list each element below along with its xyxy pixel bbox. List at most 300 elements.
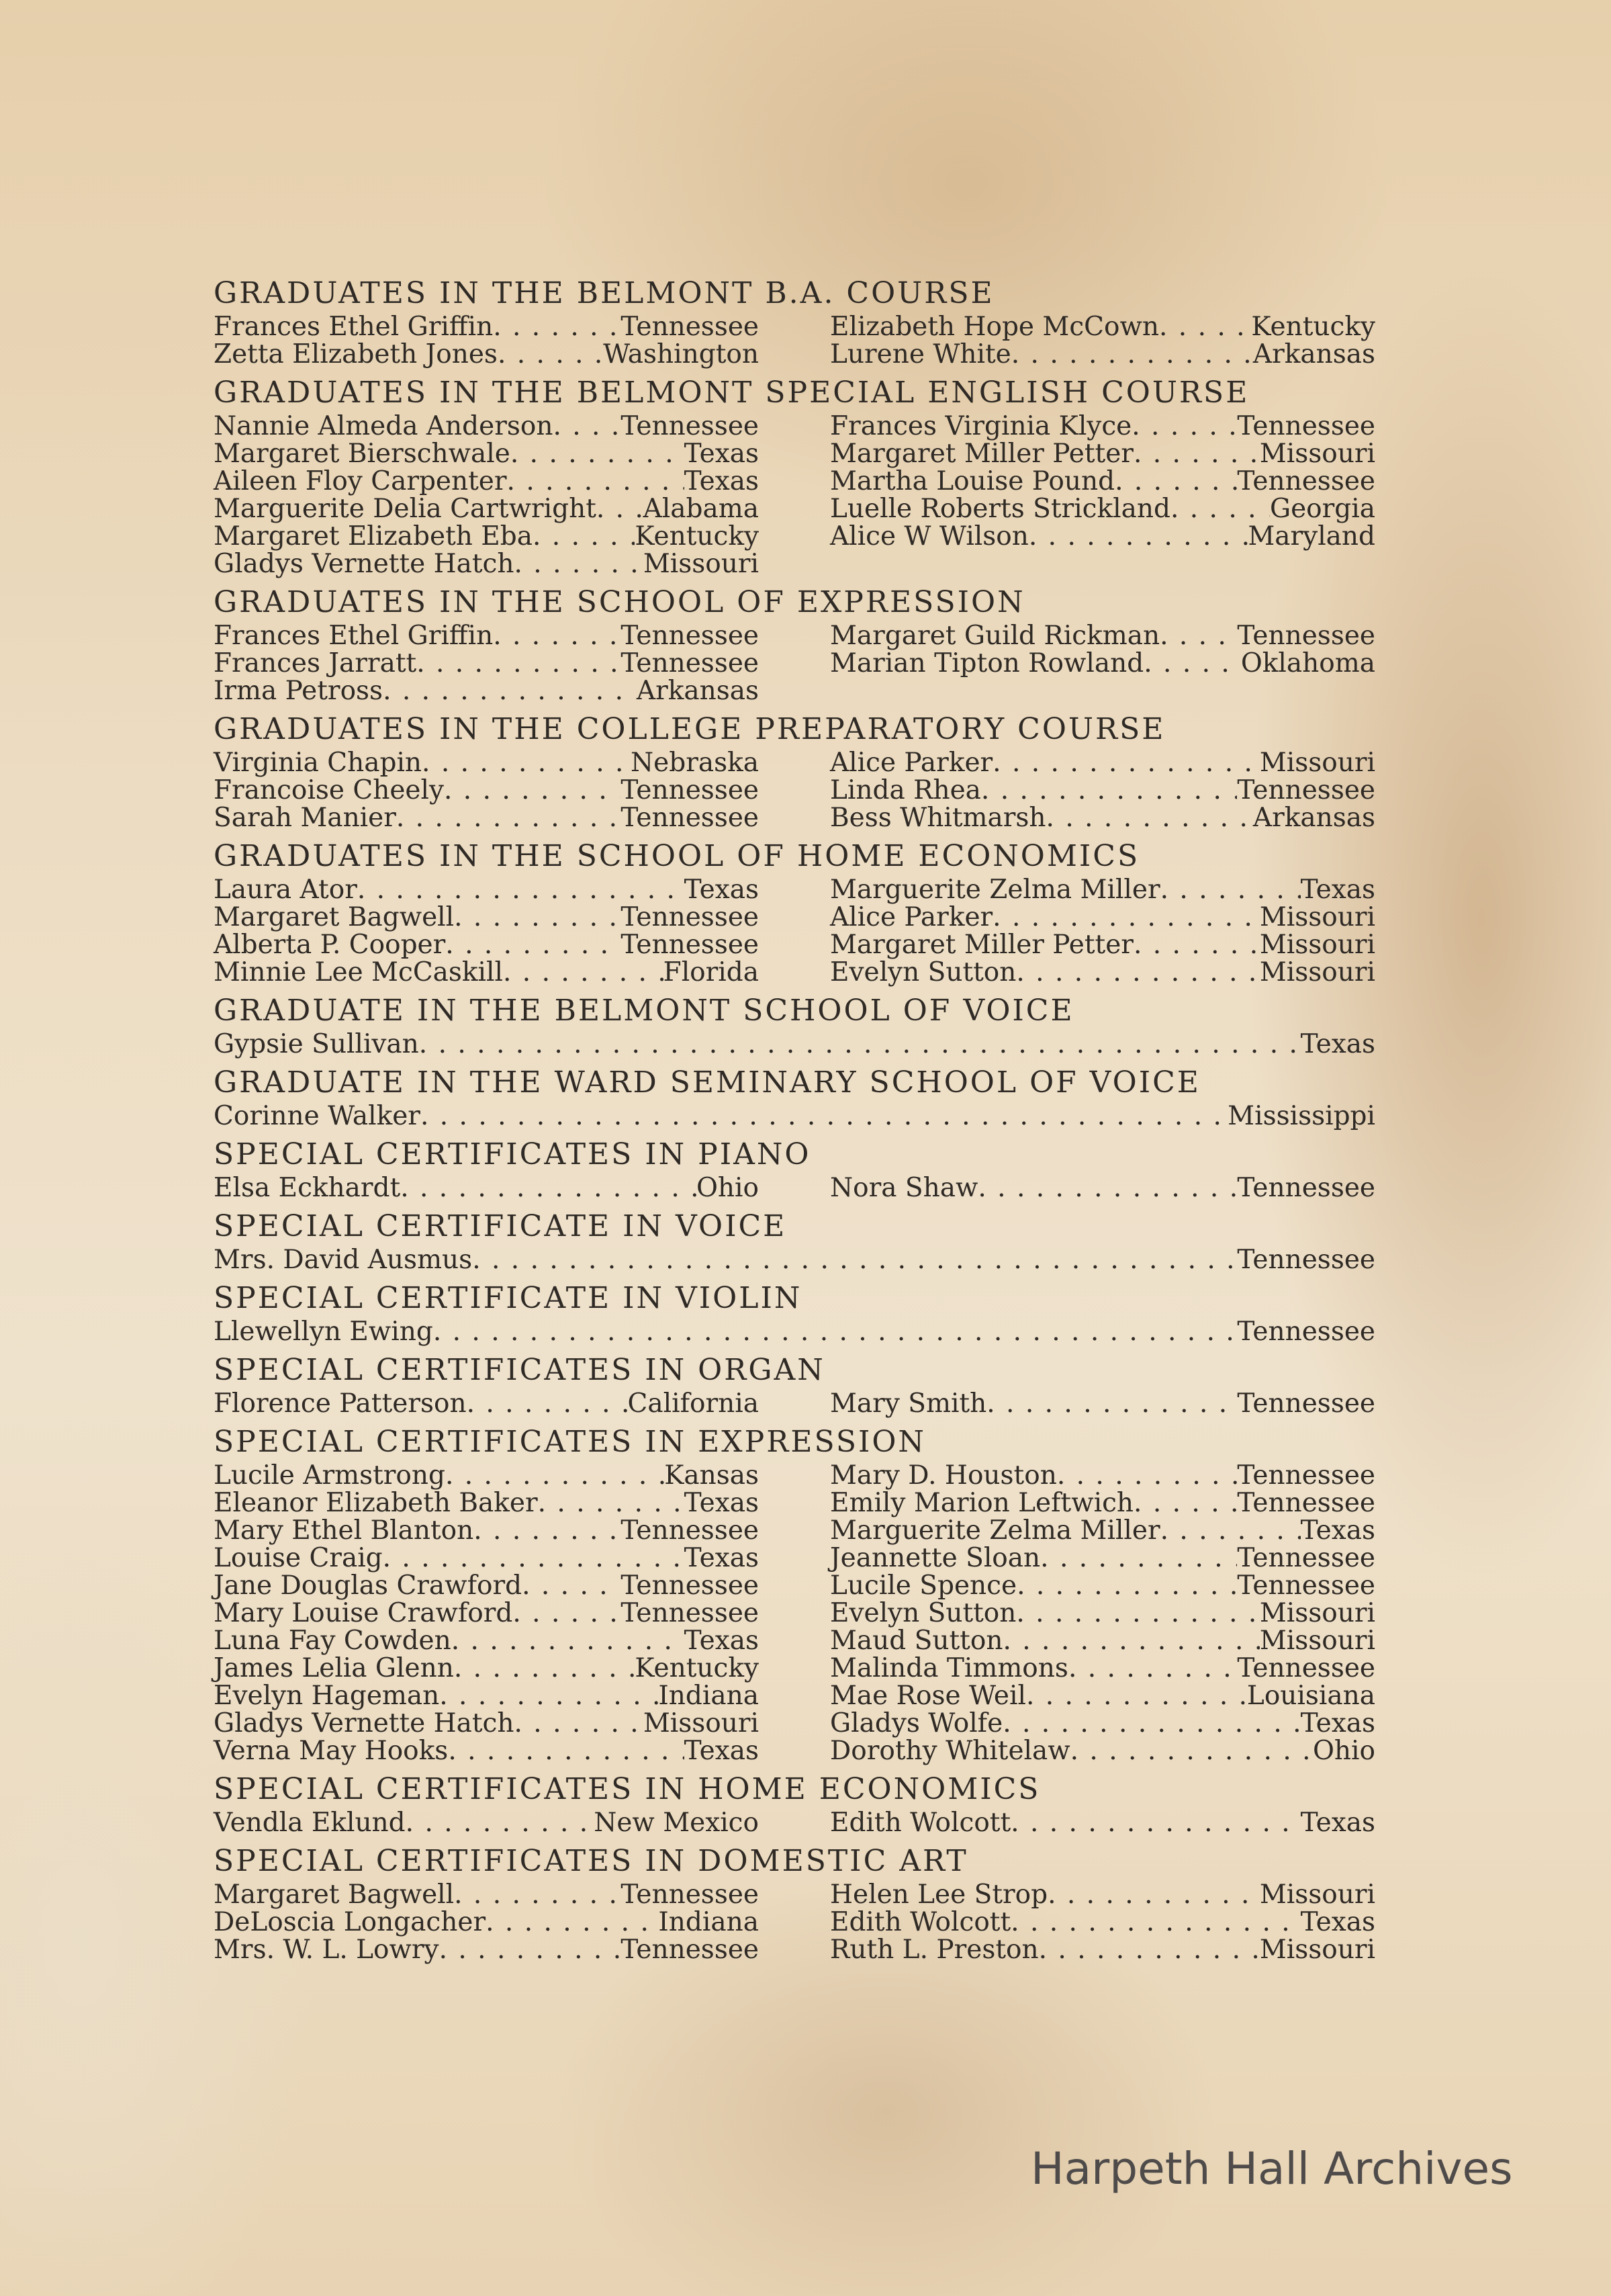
- graduate-name: Marian Tipton Rowland: [830, 648, 1144, 678]
- dot-leader: [1040, 1544, 1237, 1572]
- graduate-state: Texas: [1300, 1708, 1375, 1738]
- graduate-entry: [830, 959, 1375, 986]
- graduate-state: Texas: [1300, 1808, 1375, 1838]
- graduate-state: Tennessee: [620, 1598, 759, 1628]
- left-column: [214, 1390, 759, 1417]
- graduate-state: Texas: [684, 1626, 759, 1656]
- graduate-entry: [830, 1517, 1375, 1544]
- left-column: [214, 1030, 1375, 1058]
- graduate-state: Tennessee: [620, 621, 759, 651]
- graduate-entry: [214, 804, 759, 832]
- certificate-section: [214, 1770, 1375, 1837]
- graduate-state: Mississippi: [1228, 1101, 1375, 1131]
- graduate-entry: [214, 1462, 759, 1489]
- graduate-entry: [214, 903, 759, 931]
- dot-leader: [406, 1809, 594, 1837]
- right-column: [830, 876, 1375, 986]
- graduate-name: Florence Patterson: [214, 1388, 467, 1419]
- graduate-entry: [830, 1682, 1375, 1710]
- graduate-state: Tennessee: [1237, 1653, 1375, 1683]
- graduate-name: Aileen Floy Carpenter: [214, 466, 507, 496]
- graduate-entry: [830, 1627, 1375, 1654]
- left-column: [214, 1809, 759, 1837]
- graduate-name: Marguerite Delia Cartwright: [214, 494, 596, 524]
- graduate-state: Texas: [1300, 875, 1375, 905]
- graduate-entry: [214, 650, 759, 677]
- graduate-name: Lucile Armstrong: [214, 1460, 445, 1491]
- graduate-name: Maud Sutton: [830, 1626, 1003, 1656]
- dot-leader: [1070, 1737, 1313, 1765]
- section-columns: [214, 622, 1375, 705]
- graduate-name: Minnie Lee McCaskill: [214, 957, 503, 987]
- graduate-entry: [830, 1737, 1375, 1765]
- right-column: [830, 1809, 1375, 1837]
- graduate-entry: [830, 931, 1375, 959]
- graduate-state: Georgia: [1269, 494, 1375, 524]
- dot-leader: [493, 313, 620, 341]
- section-heading: GRADUATE IN THE BELMONT SCHOOL OF VOICE: [214, 994, 1074, 1028]
- graduate-state: Kentucky: [1251, 312, 1375, 342]
- graduate-state: Washington: [603, 339, 759, 369]
- graduate-name: Gladys Wolfe: [830, 1708, 1003, 1738]
- dot-leader: [383, 1544, 684, 1572]
- certificate-section: [214, 373, 1375, 578]
- section-heading: GRADUATES IN THE BELMONT SPECIAL ENGLISH COURSE: [214, 376, 1250, 410]
- graduate-name: Mary Ethel Blanton: [214, 1515, 474, 1546]
- graduate-entry: [214, 1174, 759, 1202]
- left-column: [214, 622, 759, 705]
- graduate-entry: [830, 1710, 1375, 1737]
- dot-leader: [1134, 440, 1260, 468]
- dot-leader: [1003, 1627, 1259, 1654]
- graduate-name: Bess Whitmarsh: [830, 803, 1046, 833]
- section-heading: GRADUATES IN THE BELMONT B.A. COURSE: [214, 276, 995, 310]
- left-column: [214, 412, 759, 578]
- graduate-name: James Lelia Glenn: [214, 1653, 454, 1683]
- graduate-name: Emily Marion Leftwich: [830, 1488, 1134, 1518]
- graduate-name: Frances Ethel Griffin: [214, 621, 494, 651]
- graduate-name: Evelyn Sutton: [830, 1598, 1017, 1628]
- graduate-name: Margaret Miller Petter: [830, 930, 1134, 960]
- dot-leader: [396, 804, 621, 832]
- graduate-name: Dorothy Whitelaw: [830, 1736, 1070, 1766]
- graduate-state: Missouri: [1259, 930, 1375, 960]
- section-columns: [214, 1881, 1375, 1963]
- graduate-entry: [214, 1102, 1375, 1130]
- graduate-entry: [830, 1599, 1375, 1627]
- graduate-state: Tennessee: [620, 1571, 759, 1601]
- graduate-name: Irma Petross: [214, 676, 383, 706]
- dot-leader: [1160, 876, 1301, 903]
- left-column: [214, 1102, 1375, 1130]
- graduate-name: Luna Fay Cowden: [214, 1626, 451, 1656]
- graduate-state: Florida: [663, 957, 759, 987]
- graduate-state: Tennessee: [620, 648, 759, 678]
- graduate-name: Jeannette Sloan: [830, 1543, 1041, 1573]
- graduate-state: Tennessee: [1237, 1460, 1375, 1491]
- graduate-state: Arkansas: [1252, 339, 1375, 369]
- graduate-entry: [214, 1737, 759, 1765]
- graduate-name: Margaret Bagwell: [214, 1880, 455, 1910]
- graduate-entry: [830, 1654, 1375, 1682]
- graduate-state: Texas: [1300, 1515, 1375, 1546]
- dot-leader: [454, 1654, 635, 1682]
- graduate-entry: [214, 1517, 759, 1544]
- graduate-entry: [830, 876, 1375, 903]
- dot-leader: [533, 523, 635, 550]
- graduate-entry: [214, 495, 759, 523]
- right-column: [830, 622, 1375, 705]
- section-heading: GRADUATES IN THE SCHOOL OF HOME ECONOMICS: [214, 839, 1140, 873]
- graduate-name: Verna May Hooks: [214, 1736, 449, 1766]
- graduate-entry: [830, 1809, 1375, 1837]
- graduate-state: Tennessee: [620, 930, 759, 960]
- graduate-state: Alabama: [643, 494, 759, 524]
- left-column: [214, 1174, 759, 1202]
- graduate-entry: [830, 622, 1375, 650]
- graduate-state: Tennessee: [1237, 1543, 1375, 1573]
- graduate-name: Marguerite Zelma Miller: [830, 1515, 1160, 1546]
- graduate-state: Tennessee: [1237, 621, 1375, 651]
- certificate-section: [214, 1063, 1375, 1130]
- dot-leader: [986, 1390, 1237, 1417]
- graduate-state: Missouri: [1259, 1935, 1375, 1965]
- graduate-name: Nora Shaw: [830, 1173, 978, 1203]
- dot-leader: [439, 1936, 621, 1963]
- graduate-entry: [214, 1682, 759, 1710]
- dot-leader: [445, 1462, 664, 1489]
- dot-leader: [1016, 959, 1259, 986]
- certificate-section: [214, 1207, 1375, 1274]
- graduate-state: Tennessee: [1237, 1173, 1375, 1203]
- graduate-state: Tennessee: [1237, 775, 1375, 805]
- dot-leader: [445, 931, 620, 959]
- graduate-name: Llewellyn Ewing: [214, 1317, 433, 1347]
- graduate-name: Vendla Eklund: [214, 1808, 406, 1838]
- certificate-section: [214, 1423, 1375, 1765]
- graduate-name: Margaret Elizabeth Eba: [214, 521, 533, 551]
- graduate-entry: [830, 1544, 1375, 1572]
- graduate-entry: [830, 1908, 1375, 1936]
- dot-leader: [454, 903, 620, 931]
- section-heading: SPECIAL CERTIFICATE IN VIOLIN: [214, 1281, 802, 1315]
- graduate-state: Tennessee: [620, 1935, 759, 1965]
- dot-leader: [1160, 1517, 1301, 1544]
- graduate-name: Margaret Guild Rickman: [830, 621, 1160, 651]
- dot-leader: [419, 1030, 1301, 1058]
- dot-leader: [400, 1174, 696, 1202]
- graduate-entry: [830, 468, 1375, 495]
- dot-leader: [454, 1881, 620, 1908]
- dot-leader: [503, 959, 663, 986]
- dot-leader: [357, 876, 684, 903]
- graduate-name: Mary D. Houston: [830, 1460, 1057, 1491]
- right-column: [830, 1174, 1375, 1202]
- dot-leader: [433, 1318, 1238, 1345]
- section-columns: [214, 876, 1375, 986]
- section-heading: SPECIAL CERTIFICATES IN HOME ECONOMICS: [214, 1772, 1041, 1806]
- graduate-name: Sarah Manier: [214, 803, 396, 833]
- graduate-state: Nebraska: [631, 748, 759, 778]
- right-column: [830, 1462, 1375, 1765]
- graduate-name: Luelle Roberts Strickland: [830, 494, 1170, 524]
- graduate-entry: [214, 1881, 759, 1908]
- dot-leader: [1046, 804, 1253, 832]
- dot-leader: [1115, 468, 1237, 495]
- dot-leader: [1160, 622, 1237, 650]
- graduate-entry: [214, 440, 759, 468]
- graduate-state: Tennessee: [620, 1880, 759, 1910]
- graduate-name: Alice Parker: [830, 748, 993, 778]
- section-columns: [214, 1174, 1375, 1202]
- graduate-name: Evelyn Sutton: [830, 957, 1017, 987]
- graduate-entry: [830, 1936, 1375, 1963]
- graduate-name: Helen Lee Strop: [830, 1880, 1048, 1910]
- graduate-state: Missouri: [643, 549, 759, 579]
- section-columns: [214, 749, 1375, 832]
- graduate-entry: [830, 440, 1375, 468]
- graduate-entry: [214, 622, 759, 650]
- dot-leader: [1029, 523, 1248, 550]
- dot-leader: [1170, 495, 1270, 523]
- graduate-name: Corinne Walker: [214, 1101, 420, 1131]
- graduate-name: Malinda Timmons: [830, 1653, 1068, 1683]
- section-columns: [214, 1102, 1375, 1130]
- graduate-state: Tennessee: [1237, 411, 1375, 441]
- graduate-state: Missouri: [1259, 748, 1375, 778]
- certificate-section: [214, 1351, 1375, 1417]
- graduate-state: Kentucky: [635, 1653, 759, 1683]
- graduate-name: Margaret Miller Petter: [830, 439, 1134, 469]
- certificate-section: [214, 583, 1375, 705]
- dot-leader: [486, 1908, 658, 1936]
- graduate-entry: [214, 313, 759, 341]
- graduate-state: Tennessee: [1237, 1571, 1375, 1601]
- graduate-entry: [830, 903, 1375, 931]
- graduate-state: Tennessee: [620, 902, 759, 932]
- graduate-name: Edith Wolcott: [830, 1907, 1011, 1937]
- graduate-entry: [214, 550, 759, 578]
- left-column: [214, 749, 759, 832]
- graduate-state: Missouri: [1259, 1626, 1375, 1656]
- graduate-state: Texas: [684, 875, 759, 905]
- dot-leader: [981, 777, 1238, 804]
- graduate-entry: [830, 749, 1375, 777]
- graduate-name: Alice Parker: [830, 902, 993, 932]
- graduate-name: Martha Louise Pound: [830, 466, 1115, 496]
- dot-leader: [493, 622, 620, 650]
- dot-leader: [1057, 1462, 1238, 1489]
- graduate-entry: [830, 804, 1375, 832]
- graduate-entry: [214, 1030, 1375, 1058]
- right-column: [830, 313, 1375, 368]
- graduate-name: Lurene White: [830, 339, 1011, 369]
- dot-leader: [422, 749, 631, 777]
- section-heading: SPECIAL CERTIFICATES IN EXPRESSION: [214, 1425, 926, 1459]
- graduate-state: Texas: [1300, 1029, 1375, 1059]
- dot-leader: [420, 1102, 1228, 1130]
- dot-leader: [451, 1627, 684, 1654]
- graduate-state: Texas: [684, 1543, 759, 1573]
- dot-leader: [514, 1710, 643, 1737]
- graduate-state: Tennessee: [1237, 1245, 1375, 1275]
- dot-leader: [507, 468, 684, 495]
- graduate-entry: [830, 412, 1375, 440]
- graduate-state: New Mexico: [594, 1808, 759, 1838]
- right-column: [830, 1390, 1375, 1417]
- dot-leader: [1144, 650, 1241, 677]
- graduate-entry: [214, 1936, 759, 1963]
- dot-leader: [993, 903, 1260, 931]
- graduate-name: Gladys Vernette Hatch: [214, 1708, 514, 1738]
- dot-leader: [514, 550, 643, 578]
- graduate-entry: [830, 495, 1375, 523]
- graduate-name: Eleanor Elizabeth Baker: [214, 1488, 538, 1518]
- graduate-name: Mary Louise Crawford: [214, 1598, 513, 1628]
- graduate-entry: [214, 468, 759, 495]
- graduate-entry: [830, 523, 1375, 550]
- dot-leader: [978, 1174, 1237, 1202]
- section-heading: SPECIAL CERTIFICATES IN ORGAN: [214, 1353, 825, 1387]
- graduate-state: Indiana: [658, 1681, 759, 1711]
- section-heading: SPECIAL CERTIFICATES IN DOMESTIC ART: [214, 1844, 968, 1878]
- graduate-state: Missouri: [1259, 439, 1375, 469]
- graduate-state: Ohio: [1312, 1736, 1375, 1766]
- right-column: [830, 749, 1375, 832]
- graduate-entry: [214, 1489, 759, 1517]
- graduate-entry: [214, 1599, 759, 1627]
- certificate-section: [214, 1842, 1375, 1963]
- graduate-name: Frances Ethel Griffin: [214, 312, 494, 342]
- graduate-name: Ruth L. Preston: [830, 1935, 1039, 1965]
- dot-leader: [1159, 313, 1251, 341]
- graduate-entry: [214, 1572, 759, 1599]
- graduate-name: Frances Virginia Klyce: [830, 411, 1132, 441]
- graduate-name: Margaret Bierschwale: [214, 439, 510, 469]
- graduate-state: Arkansas: [1252, 803, 1375, 833]
- graduate-state: Tennessee: [1237, 1317, 1375, 1347]
- graduate-name: Alice W Wilson: [830, 521, 1029, 551]
- graduate-name: Francoise Cheely: [214, 775, 444, 805]
- dot-leader: [1132, 412, 1237, 440]
- dot-leader: [467, 1390, 628, 1417]
- left-column: [214, 876, 759, 986]
- graduate-entry: [830, 1489, 1375, 1517]
- dot-leader: [439, 1682, 658, 1710]
- certificate-section: [214, 837, 1375, 986]
- graduate-state: Texas: [1300, 1907, 1375, 1937]
- graduate-name: Elizabeth Hope McCown: [830, 312, 1159, 342]
- graduate-state: Missouri: [1259, 902, 1375, 932]
- dot-leader: [1016, 1599, 1259, 1627]
- graduate-name: Elsa Eckhardt: [214, 1173, 401, 1203]
- left-column: [214, 1881, 759, 1963]
- graduate-state: Tennessee: [620, 1515, 759, 1546]
- left-column: [214, 313, 759, 368]
- dot-leader: [553, 412, 620, 440]
- graduate-state: Maryland: [1248, 521, 1375, 551]
- dot-leader: [1039, 1936, 1260, 1963]
- dot-leader: [1017, 1572, 1237, 1599]
- dot-leader: [1011, 1908, 1301, 1936]
- graduate-state: Kansas: [664, 1460, 759, 1491]
- graduate-name: Mrs. David Ausmus: [214, 1245, 473, 1275]
- graduate-name: Jane Douglas Crawford: [214, 1571, 522, 1601]
- dot-leader: [522, 1572, 620, 1599]
- graduate-name: Zetta Elizabeth Jones: [214, 339, 498, 369]
- graduate-entry: [214, 1627, 759, 1654]
- graduate-entry: [830, 1881, 1375, 1908]
- graduate-state: Tennessee: [1237, 1488, 1375, 1518]
- graduate-state: Missouri: [1259, 957, 1375, 987]
- graduate-entry: [830, 341, 1375, 368]
- dot-leader: [1026, 1682, 1247, 1710]
- dot-leader: [473, 1517, 620, 1544]
- archive-watermark: Harpeth Hall Archives: [1031, 2143, 1513, 2195]
- certificate-section: [214, 1135, 1375, 1202]
- dot-leader: [448, 1737, 684, 1765]
- dot-leader: [1134, 931, 1260, 959]
- graduate-state: Missouri: [643, 1708, 759, 1738]
- graduate-name: Virginia Chapin: [214, 748, 422, 778]
- certificate-section: [214, 1279, 1375, 1345]
- section-heading: GRADUATES IN THE COLLEGE PREPARATORY COURSE: [214, 712, 1166, 746]
- certificate-section: [214, 991, 1375, 1058]
- graduate-name: Frances Jarratt: [214, 648, 417, 678]
- graduate-name: Margaret Bagwell: [214, 902, 455, 932]
- graduate-state: Missouri: [1259, 1880, 1375, 1910]
- graduate-state: Tennessee: [620, 775, 759, 805]
- graduate-entry: [214, 1318, 1375, 1345]
- dot-leader: [383, 677, 637, 705]
- graduate-name: Marguerite Zelma Miller: [830, 875, 1160, 905]
- section-columns: [214, 1390, 1375, 1417]
- section-heading: GRADUATES IN THE SCHOOL OF EXPRESSION: [214, 585, 1025, 619]
- graduate-entry: [214, 523, 759, 550]
- left-column: [214, 1246, 1375, 1274]
- section-columns: [214, 412, 1375, 578]
- graduate-state: Missouri: [1259, 1598, 1375, 1628]
- graduate-entry: [830, 1462, 1375, 1489]
- graduate-state: Tennessee: [620, 411, 759, 441]
- graduates-list: [214, 269, 1375, 1968]
- graduate-name: Alberta P. Cooper: [214, 930, 446, 960]
- section-heading: GRADUATE IN THE WARD SEMINARY SCHOOL OF VOICE: [214, 1065, 1201, 1100]
- graduate-entry: [214, 749, 759, 777]
- dot-leader: [993, 749, 1260, 777]
- graduate-name: Gypsie Sullivan: [214, 1029, 419, 1059]
- graduate-entry: [214, 931, 759, 959]
- graduate-state: California: [627, 1388, 759, 1419]
- graduate-entry: [214, 1654, 759, 1682]
- graduate-entry: [830, 650, 1375, 677]
- section-heading: SPECIAL CERTIFICATE IN VOICE: [214, 1209, 787, 1243]
- section-columns: [214, 313, 1375, 368]
- graduate-name: Louise Craig: [214, 1543, 383, 1573]
- certificate-section: [214, 710, 1375, 832]
- dot-leader: [1048, 1881, 1260, 1908]
- section-columns: [214, 1462, 1375, 1765]
- graduate-name: Mae Rose Weil: [830, 1681, 1026, 1711]
- dot-leader: [472, 1246, 1237, 1274]
- graduate-entry: [214, 341, 759, 368]
- graduate-entry: [214, 777, 759, 804]
- graduate-entry: [830, 777, 1375, 804]
- graduate-name: Mary Smith: [830, 1388, 987, 1419]
- graduate-name: Evelyn Hageman: [214, 1681, 440, 1711]
- graduate-name: Nannie Almeda Anderson: [214, 411, 553, 441]
- graduate-state: Tennessee: [1237, 466, 1375, 496]
